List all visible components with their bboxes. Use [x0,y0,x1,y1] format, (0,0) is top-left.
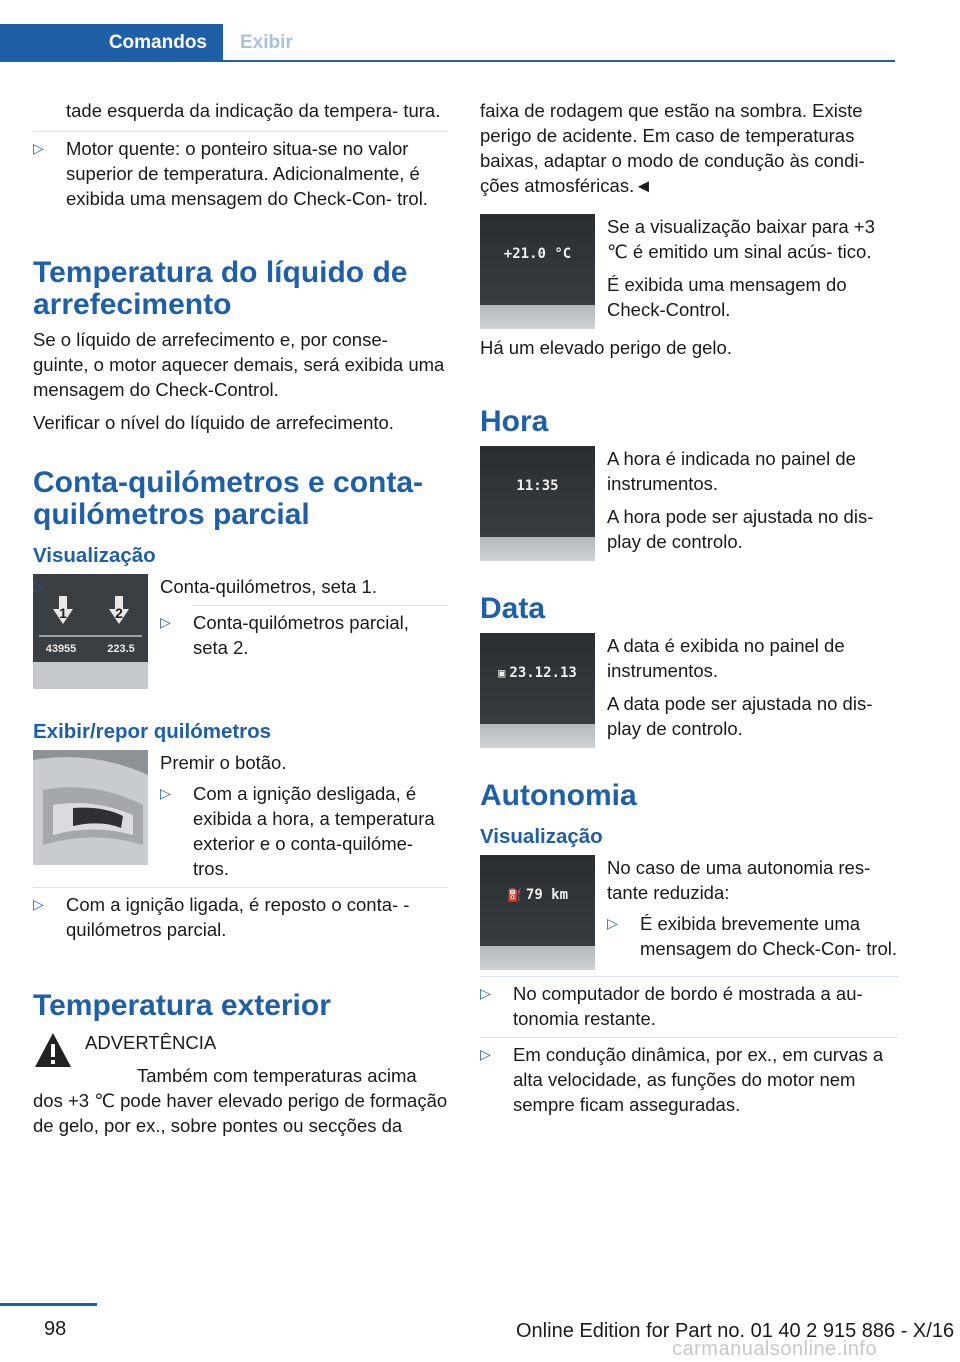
continued-text: tade esquerda da indicação da tempera‐ tura. [66,100,441,121]
warning-icon [33,1030,73,1070]
para-verificar: Verificar o nível do líquido de arrefecimento. [33,412,394,433]
para-premir: Premir o botão. [160,752,287,773]
time-display-text: 11:35 [516,478,559,494]
heading-autonomia: Autonomia [480,779,637,812]
range-display [480,855,595,970]
bullet-conta-2: ▷ Conta-quilómetros parcial, seta 2. [160,612,409,658]
heading-temperatura-liquido: Temperatura do líquido de arrefecimento [33,256,408,321]
fuel-pump-icon: ⛽ [506,888,522,902]
subheading-visualizacao: Visualização [33,544,156,567]
warning-text: Também com temperaturas acima dos +3 ℃ pode haver elevado perigo de formação de gelo, por ex., sobre pontes ou secções da [33,1065,448,1136]
date-display-text: ▣ 23.12.13 [498,665,577,681]
right-column [480,98,898,1117]
para-gelo: Há um elevado perigo de gelo. [480,337,732,358]
subheading-repor: Exibir/repor quilómetros [33,720,272,743]
range-display-text: ⛽ 79 km [506,887,569,903]
bullet-triangle-icon: ▷ [160,614,171,630]
para-temp-2: É exibida uma mensagem do Check-Control. [607,274,847,320]
watermark: carmanualsonline.info [672,1338,878,1360]
para-hora-1: A hora é indicada no painel de instrumentos. [607,448,856,494]
para-data-2: A data pode ser ajustada no dis‐ play de controlo. [607,693,873,739]
header-tab-comandos[interactable]: Comandos [0,24,223,62]
time-display [480,446,595,561]
bullet-conta-1: ▷ Conta-quilómetros, seta 1. [33,576,377,597]
temperature-display-text: +21.0 °C [503,246,572,262]
heading-temperatura-exterior: Temperatura exterior [33,989,331,1022]
para-hora-2: A hora pode ser ajustada no dis‐ play de controlo. [607,506,874,552]
bullet-triangle-icon: ▷ [607,915,618,931]
odo-value-2: 223.5 [107,643,135,655]
bullet-triangle-icon: ▷ [480,985,491,1001]
bullet-ignicao-ligada: ▷ Com a ignição ligada, é reposto o conta- -quilómetros parcial. [33,894,410,940]
bullet-triangle-icon: ▷ [33,140,44,156]
heading-hora: Hora [480,405,549,438]
bullet-triangle-icon: ▷ [33,578,44,594]
bullet-triangle-icon: ▷ [160,785,171,801]
edition-line: Online Edition for Part no. 01 40 2 915 886 - X/16 [516,1320,955,1342]
bullet-triangle-icon: ▷ [480,1046,491,1062]
odo-arrow-label-1: 1 [59,605,67,621]
para-temp-1: Se a visualização baixar para +3 ℃ é emitido um sinal acús‐ tico. [607,216,875,262]
odo-arrow-label-2: 2 [115,605,123,621]
bullet-autonomia-1: ▷ É exibida brevemente uma mensagem do Check-Con‐ trol. [607,913,898,959]
para-data-1: A data é exibida no painel de instrumentos. [607,635,845,681]
footer-rule [0,1303,97,1306]
header-tab-exibir[interactable]: Exibir [240,32,293,53]
heading-conta-quilometros: Conta-quilómetros e conta- quilómetros parcial [33,466,424,531]
bullet-autonomia-2: ▷ No computador de bordo é mostrada a au‐ tonomia restante. [480,983,863,1029]
heading-data: Data [480,592,546,625]
warning-title: ADVERTÊNCIA [85,1032,217,1053]
odo-value-1: 43955 [45,643,77,655]
page-header [0,24,895,62]
para-liquido: Se o líquido de arrefecimento e, por conse‐ guinte, o motor aquecer demais, será exibida uma mensagem do Check-Control. [33,329,445,400]
subheading-visualizacao-right: Visualização [480,825,603,848]
left-column [33,98,448,1138]
calendar-icon: ▣ [498,666,506,680]
date-display [480,633,595,748]
button-photo [33,750,148,865]
bullet-ignicao-desligada: ▷ Com a ignição desligada, é exibida a hora, a temperatura exterior e o conta-quilóme‐ tros. [160,783,435,879]
bullet-triangle-icon: ▷ [33,896,44,912]
page-number: 98 [44,1318,67,1340]
continued-text-right: faixa de rodagem que estão na sombra. Existe perigo de acidente. Em caso de temperaturas baixas, adaptar o modo de condução às condi‐ ções atmosféricas.◄ [480,100,865,196]
bullet-autonomia-3: ▷ Em condução dinâmica, por ex., em curvas a alta velocidade, as funções do motor nem sempre ficam asseguradas. [480,1044,884,1115]
para-auto-1: No caso de uma autonomia res‐ tante reduzida: [607,857,871,903]
temperature-display [480,214,595,329]
bullet-motor-quente: ▷ Motor quente: o ponteiro situa-se no valor superior de temperatura. Adicionalmente, é exibida uma mensagem do Check-Con‐ trol. [33,138,428,209]
